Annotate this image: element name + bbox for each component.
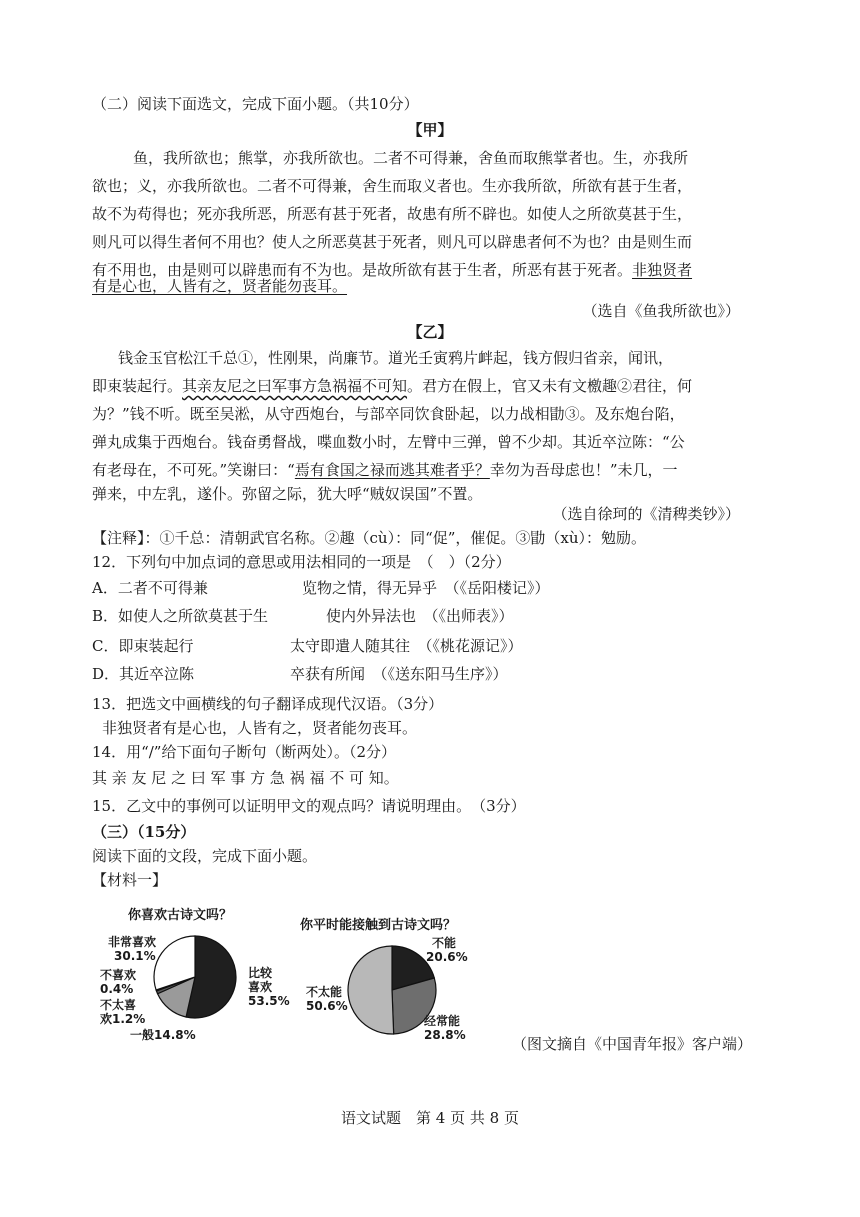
yi-source: （选自徐珂的《清稗类钞》） — [552, 505, 740, 523]
q12-option-a: A．二者不可得兼 — [92, 579, 208, 597]
yi-line-6: 弹来，中左乳，遂仆。弥留之际，犹大呼“贼奴误国”不置。 — [92, 485, 483, 503]
chart2-label-often-name: 经常能 — [424, 1014, 461, 1028]
notes: 【注释】：①千总：清朝武官名称。②趣（cù）：同“促”，催促。③勖（xù）：勉励。 — [92, 529, 647, 547]
chart1-title: 你喜欢古诗文吗？ — [128, 908, 233, 923]
chart2-title: 你平时能接触到古诗文吗？ — [300, 918, 457, 933]
pie-slice-2 — [348, 946, 394, 1034]
section2-header: （二）阅读下面选文，完成下面小题。（共10分） — [92, 95, 419, 113]
chart2-label-often — [424, 1014, 466, 1042]
q14-sentence: 其 亲 友 尼 之 曰 军 事 方 急 祸 福 不 可 知。 — [92, 769, 399, 787]
page-footer: 语文试题 第 4 页 共 8 页 — [341, 1109, 519, 1127]
yi-title: 【乙】 — [407, 323, 453, 341]
chart1-label-very-value: 30.1% — [114, 949, 156, 963]
q12-option-b-compare: 使内外异法也 （《出师表》） — [326, 607, 514, 625]
q14: 14．用“/”给下面句子断句（断两处）。（2分） — [92, 743, 397, 761]
jia-line-1: 鱼，我所欲也；熊掌，亦我所欲也。二者不可得兼，舍鱼而取熊掌者也。生，亦我所 — [133, 149, 689, 167]
chart1-pie — [152, 934, 238, 1020]
chart2-label-rarely-name: 不太能 — [306, 985, 343, 999]
yi-line-5 — [92, 460, 678, 480]
q15: 15．乙文中的事例可以证明甲文的观点吗？请说明理由。 （3分） — [92, 797, 526, 815]
material-one: 【材料一】 — [92, 871, 168, 889]
chart1-label-rather-2: 喜欢 — [248, 980, 273, 994]
yi-line-5a: 有老母在，不可死。”笑谢曰：“ — [92, 461, 295, 479]
chart1-label-very-name: 非常喜欢 — [108, 935, 157, 949]
q12-option-d-compare: 卒获有所闻 （《送东阳马生序》） — [290, 665, 508, 683]
yi-underlined-sentence: 焉有食国之禄而逃其难者乎？ — [294, 461, 490, 479]
chart1-label-rather-value: 53.5% — [248, 994, 290, 1008]
chart1-label-notmuch — [100, 998, 145, 1026]
jia-line-5-text: 有不用也，由是则可以辟患而有不为也。是故所欲有甚于生者，所恶有甚于死者。 — [92, 261, 633, 279]
jia-line-2: 欲也；义，亦我所欲也。二者不可得兼，舍生而取义者也。生亦我所欲，所欲有甚于生者， — [92, 177, 693, 195]
q12-option-b: B．如使人之所欲莫甚于生 — [92, 607, 269, 625]
material-source: （图文摘自《中国青年报》客户端） — [511, 1035, 752, 1053]
chart1-label-rather-1: 比较 — [248, 966, 273, 980]
chart1-label-dislike — [100, 968, 136, 996]
yi-line-4: 弹丸成集于西炮台。钱奋勇督战，喋血数小时，左臂中三弹，曾不少却。其近卒泣陈：“公 — [92, 433, 685, 451]
q13: 13．把选文中画横线的句子翻译成现代汉语。（3分） — [92, 695, 444, 713]
section3-intro: 阅读下面的文段，完成下面小题。 — [92, 847, 318, 865]
jia-underlined-2: 有是心也，人皆有之，贤者能勿丧耳。 — [92, 277, 348, 295]
jia-line-4: 则凡可以得生者何不用也？使人之所恶莫甚于死者，则凡可以辟患者何不为也？由是则生而 — [92, 233, 693, 251]
chart1-label-notmuch-1: 不太喜 — [100, 998, 137, 1012]
yi-line-5c: 幸勿为吾母虑也！”未几，一 — [489, 461, 678, 479]
q13-sentence: 非独贤者有是心也，人皆有之，贤者能勿丧耳。 — [102, 719, 418, 737]
yi-line-2c: 。君方在假上，官又未有文檄趣②君往，何 — [407, 377, 693, 395]
chart2-label-no-name: 不能 — [432, 936, 457, 950]
jia-title: 【甲】 — [407, 121, 453, 139]
yi-line-2 — [92, 376, 692, 396]
chart1-label-notmuch-2: 欢1.2% — [100, 1012, 146, 1026]
chart1-label-rather — [248, 966, 290, 1008]
q12-option-c: C．即束装起行 — [92, 637, 194, 655]
chart2-label-rarely-value: 50.6% — [306, 999, 348, 1013]
chart1-label-normal: 一般14.8% — [130, 1028, 196, 1042]
chart2-label-no — [426, 936, 468, 964]
jia-line-6 — [92, 276, 347, 296]
yi-wavy-sentence: 其亲友尼之曰军事方急祸福不可知 — [182, 377, 408, 395]
chart2-label-no-value: 20.6% — [426, 950, 468, 964]
q12-option-a-compare: 览物之情，得无异乎 （《岳阳楼记》） — [302, 579, 550, 597]
q12: 12．下列句中加点词的意思或用法相同的一项是 （ ）（2分） — [92, 553, 511, 571]
chart1-label-very — [108, 935, 156, 963]
jia-line-3: 故不为苟得也；死亦我所恶，所恶有甚于死者，故患有所不辟也。如使人之所欲莫甚于生， — [92, 205, 693, 223]
section3-header: （三）（15分） — [92, 823, 196, 841]
jia-source: （选自《鱼我所欲也》） — [582, 302, 740, 320]
jia-underlined-1: 非独贤者 — [632, 261, 693, 279]
chart1-label-dislike-name: 不喜欢 — [100, 968, 137, 982]
yi-line-2a: 即束装起行。 — [92, 377, 183, 395]
q12-option-c-compare: 太守即遣人随其往 （《桃花源记》） — [290, 637, 523, 655]
chart1-label-dislike-value: 0.4% — [100, 982, 134, 996]
chart2-label-rarely — [306, 985, 348, 1013]
yi-line-3: 为？”钱不听。既至吴淞，从守西炮台，与部卒同饮食卧起，以力战相勖③。及东炮台陷， — [92, 405, 685, 423]
chart2-label-often-value: 28.8% — [424, 1028, 466, 1042]
q12-option-d: D．其近卒泣陈 — [92, 665, 195, 683]
yi-line-1: 钱金玉官松江千总①，性刚果，尚廉节。道光壬寅鸦片衅起，钱方假归省亲，闻讯， — [118, 349, 674, 367]
